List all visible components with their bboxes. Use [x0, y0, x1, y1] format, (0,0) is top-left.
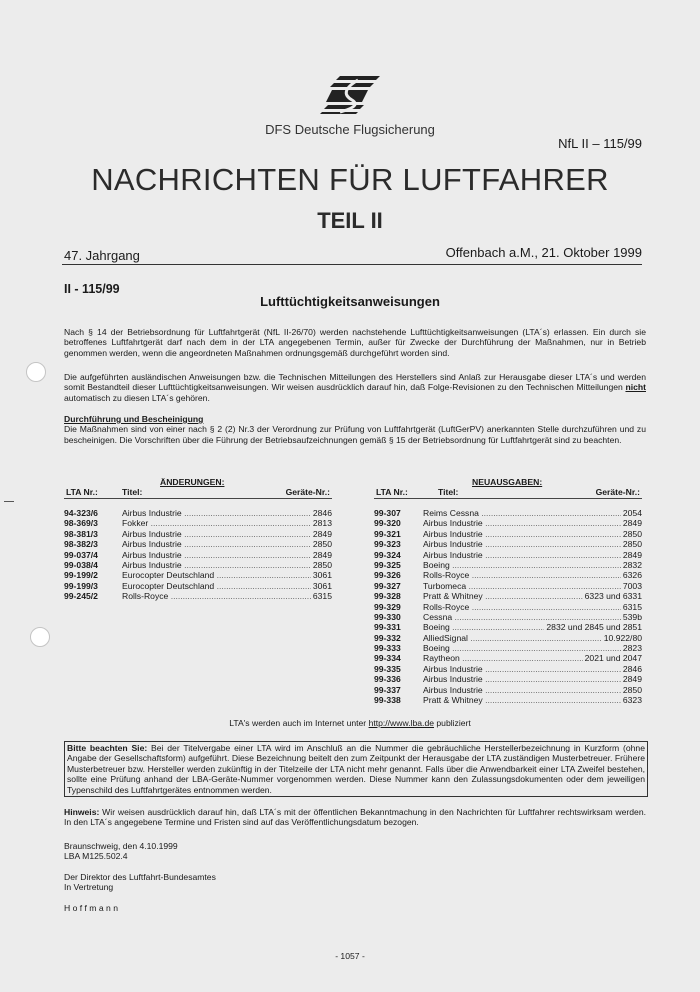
table-row — [374, 653, 642, 663]
table-row — [374, 622, 642, 632]
lta-number: 99-327 — [374, 580, 401, 591]
table-row — [374, 518, 642, 528]
lta-number: 99-245/2 — [64, 591, 98, 602]
lta-title: Airbus Industrie ..... — [423, 518, 642, 528]
col-titel: Titel: — [122, 487, 143, 497]
table-row — [64, 560, 332, 570]
table-row — [374, 664, 642, 674]
signature-name: H o f f m a n n — [64, 902, 118, 913]
lta-number: 94-323/6 — [64, 508, 98, 518]
table-row — [64, 518, 332, 528]
lta-title: Airbus Industrie ..... — [122, 560, 332, 570]
device-number: 7003 — [622, 580, 642, 591]
device-number: 2849 — [622, 674, 642, 685]
punch-hole — [30, 627, 50, 647]
table-row — [64, 570, 332, 580]
table-row — [374, 643, 642, 653]
device-number: 2849 — [622, 549, 642, 560]
table-row — [374, 591, 642, 601]
device-number: 10.922/80 — [603, 632, 642, 643]
table-row — [374, 560, 642, 570]
header-divider — [62, 264, 642, 265]
table-row — [64, 591, 332, 601]
section-subheading: Durchführung und Bescheinigung — [64, 414, 204, 424]
device-number: 6323 und 6331 — [584, 591, 642, 602]
lta-title: Airbus Industrie ..... — [122, 539, 332, 549]
signature-ref: LBA M125.502.4 — [64, 851, 128, 862]
device-number: 2849 — [312, 528, 332, 539]
table-row — [64, 508, 332, 518]
device-number: 6315 — [312, 591, 332, 602]
table-row — [374, 633, 642, 643]
lta-number: 98-369/3 — [64, 518, 98, 529]
lta-title: Boeing ..... — [423, 560, 642, 570]
lta-number: 99-333 — [374, 643, 401, 654]
neuausgaben-caption: NEUAUSGABEN: — [472, 477, 543, 487]
device-number: 2850 — [312, 539, 332, 550]
lta-title: Boeing ..... — [423, 643, 642, 653]
signature-place-date: Braunschweig, den 4.10.1999 — [64, 841, 178, 851]
lta-number: 99-326 — [374, 570, 401, 581]
lta-title: Airbus Industrie ..... — [423, 674, 642, 684]
lta-number: 99-334 — [374, 653, 401, 664]
device-number: 2832 — [622, 559, 642, 570]
lta-title: Boeing ..... — [423, 622, 642, 632]
nfl-number: NfL II – 115/99 — [558, 136, 642, 151]
device-number: 2846 — [312, 508, 332, 518]
attention-box: Bitte beachten Sie: Bei der Titelvergabe einer LTA wird im Anschluß an die Nummer die gebräuchliche Herstellerbezeichnung in Kurzform (ohne Angabe der Gesellschaftsform) aufgeführt. Diese Bezeichnung beitelt den zum Zeitpunkt der Herausgabe der LTA zuständigen Musterbetreuer. Frühere Musterbetreuer bzw. Hersteller werden zukünftig in der Titelzeile der LTA nicht mehr genannt. Falls über die Anwendbarkeit einer LTA Zweifel bestehen, sollte eine Prüfung anhand der LBA-Geräte-Nummer vorgenommen werden. Diese Nummer kann den Zulassungsdokumenten oder dem jeweiligen Typenschild des Luftfahrtgerätes entnommen werden. — [64, 741, 648, 797]
place-date: Offenbach a.M., 21. Oktober 1999 — [445, 245, 642, 260]
lta-number: 99-199/3 — [64, 580, 98, 591]
col-titel: Titel: — [438, 487, 459, 497]
device-number: 2850 — [312, 559, 332, 570]
table-row — [374, 695, 642, 705]
signature-deputy: In Vertretung — [64, 882, 114, 893]
device-number: 539b — [622, 611, 642, 622]
table-row — [64, 539, 332, 549]
table-row — [374, 602, 642, 612]
lta-title: AlliedSignal ..... — [423, 633, 642, 643]
device-number: 2021 und 2047 — [584, 653, 642, 664]
lta-title: Airbus Industrie ..... — [122, 550, 332, 560]
document-heading: Lufttüchtigkeitsanweisungen — [260, 294, 440, 309]
signature-block — [64, 841, 216, 913]
col-geraete-nr: Geräte-Nr.: — [285, 487, 330, 497]
document-reference: II - 115/99 — [64, 282, 120, 296]
lba-link[interactable]: http://www.lba.de — [368, 718, 435, 728]
aenderungen-caption: ÄNDERUNGEN: — [160, 477, 225, 487]
intro-paragraph: Nach § 14 der Betriebsordnung für Luftfahrtgerät (NfL II-26/70) werden nachstehende Lufttüchtigkeitsanweisungen (LTA´s) erlassen. Ein durch sie betroffenes Luftfahrtgerät darf nach dem in der LTA angegebenen Termin, außer für Zwecke der Durchführung der Maßnahmen, nur in Betrieb genommen werden, wenn die angeordneten Maßnahmen ordnungsgemäß durchgeführt worden sind. — [64, 327, 646, 358]
device-number: 6315 — [622, 601, 642, 612]
org-name: DFS Deutsche Flugsicherung — [265, 122, 435, 137]
device-number: 6323 — [622, 695, 642, 706]
col-lta-nr: LTA Nr.: — [376, 487, 408, 497]
table-row — [374, 550, 642, 560]
punch-hole — [26, 362, 46, 382]
lta-number: 98-382/3 — [64, 539, 98, 550]
lta-number: 98-381/3 — [64, 528, 98, 539]
device-number: 2850 — [622, 684, 642, 695]
table-row — [64, 550, 332, 560]
table-row — [374, 539, 642, 549]
lta-title: Fokker ..... — [122, 518, 332, 528]
lta-number: 99-307 — [374, 508, 401, 518]
lta-title: Rolls-Royce ..... — [423, 602, 642, 612]
lta-title: Airbus Industrie ..... — [423, 664, 642, 674]
execution-section — [64, 414, 646, 445]
col-lta-nr: LTA Nr.: — [66, 487, 98, 497]
device-number: 3061 — [312, 570, 332, 581]
lta-number: 99-325 — [374, 559, 401, 570]
device-number: 2850 — [622, 539, 642, 550]
lta-title: Pratt & Whitney ..... — [423, 695, 642, 705]
lta-title: Rolls-Royce ..... — [423, 570, 642, 580]
dfs-logo-icon — [318, 72, 382, 116]
page-number: - 1057 - — [335, 951, 365, 961]
lta-title: Turbomeca ..... — [423, 581, 642, 591]
table-row — [374, 685, 642, 695]
table-row — [374, 674, 642, 684]
lta-number: 99-323 — [374, 539, 401, 550]
lta-number: 99-329 — [374, 601, 401, 612]
lta-title: Cessna ..... — [423, 612, 642, 622]
col-geraete-nr: Geräte-Nr.: — [595, 487, 640, 497]
device-number: 2850 — [622, 528, 642, 539]
lta-number: 99-336 — [374, 674, 401, 685]
lta-number: 99-324 — [374, 549, 401, 560]
lta-number: 99-338 — [374, 695, 401, 706]
device-number: 2813 — [312, 518, 332, 529]
lta-title: Airbus Industrie ..... — [423, 539, 642, 549]
lta-title: Airbus Industrie ..... — [122, 508, 332, 518]
execution-paragraph: Die Maßnahmen sind von einer nach § 2 (2) Nr.3 der Verordnung zur Prüfung von Luftfahrtgerät (LuftGerPV) anerkannten Stelle durchzuführen und zu bescheinigen. Die Vorschriften über die Führung der Betriebsaufzeichnungen gemäß § 15 der Betriebsordnung für Luftfahrtgerät sind zu beachten. — [64, 424, 646, 445]
lta-number: 99-332 — [374, 632, 401, 643]
lta-title: Pratt & Whitney ..... — [423, 591, 642, 601]
volume-year: 47. Jahrgang — [64, 248, 140, 263]
lta-number: 99-038/4 — [64, 559, 98, 570]
lta-number: 99-331 — [374, 622, 401, 633]
lta-number: 99-321 — [374, 528, 401, 539]
device-number: 2846 — [622, 663, 642, 674]
device-number: 2832 und 2845 und 2851 — [546, 622, 642, 633]
hint-label: Hinweis: — [64, 807, 100, 817]
lta-title: Raytheon ..... — [423, 653, 642, 663]
lta-title: Eurocopter Deutschland ..... — [122, 570, 332, 580]
device-number: 2849 — [622, 518, 642, 529]
table-row — [374, 529, 642, 539]
table-row — [374, 612, 642, 622]
table-row — [374, 508, 642, 518]
table-row — [374, 581, 642, 591]
lta-title: Airbus Industrie ..... — [122, 529, 332, 539]
lta-title: Rolls-Royce ..... — [122, 591, 332, 601]
attention-label: Bitte beachten Sie: — [67, 743, 148, 753]
page-title: NACHRICHTEN FÜR LUFTFAHRER — [91, 162, 609, 197]
lta-number: 99-037/4 — [64, 549, 98, 560]
lta-number: 99-337 — [374, 684, 401, 695]
lta-title: Airbus Industrie ..... — [423, 529, 642, 539]
device-number: 2054 — [622, 508, 642, 518]
lta-title: Airbus Industrie ..... — [423, 685, 642, 695]
lta-title: Eurocopter Deutschland ..... — [122, 581, 332, 591]
hint-paragraph: Hinweis: Wir weisen ausdrücklich darauf hin, daß LTA´s mit der öffentlichen Bekanntmachung in den Nachrichten für Luftfahrer rechtswirksam werden. In den LTA´s angegebene Termine und Fristen sind auf das Veröffentlichungsdatum bezogen. — [64, 807, 646, 828]
lta-title: Airbus Industrie ..... — [423, 550, 642, 560]
notice-paragraph: Die aufgeführten ausländischen Anweisungen bzw. die Technischen Mitteilungen des Herstellers sind Anlaß zur Herausgabe dieser LTA´s und werden somit Bestandteil dieser Lufttüchtigkeitsanweisungen. Wir weisen ausdrücklich darauf hin, daß Folge-Revisionen zu den Technischen Mitteilungen nicht automatisch zu diesen LTA´s gehören. — [64, 372, 646, 403]
part-title: TEIL II — [317, 208, 383, 233]
fold-mark — [4, 501, 14, 502]
device-number: 6326 — [622, 570, 642, 581]
device-number: 3061 — [312, 580, 332, 591]
lta-number: 99-199/2 — [64, 570, 98, 581]
table-row — [64, 529, 332, 539]
lta-number: 99-330 — [374, 611, 401, 622]
device-number: 2849 — [312, 549, 332, 560]
table-row — [64, 581, 332, 591]
lta-number: 99-335 — [374, 663, 401, 674]
table-row — [374, 570, 642, 580]
lta-number: 99-320 — [374, 518, 401, 529]
lta-number: 99-328 — [374, 591, 401, 602]
signature-director: Der Direktor des Luftfahrt-Bundesamtes — [64, 871, 216, 882]
internet-note: LTA's werden auch im Internet unter http://www.lba.de publiziert — [229, 718, 471, 728]
device-number: 2823 — [622, 643, 642, 654]
lta-title: Reims Cessna ..... — [423, 508, 642, 518]
